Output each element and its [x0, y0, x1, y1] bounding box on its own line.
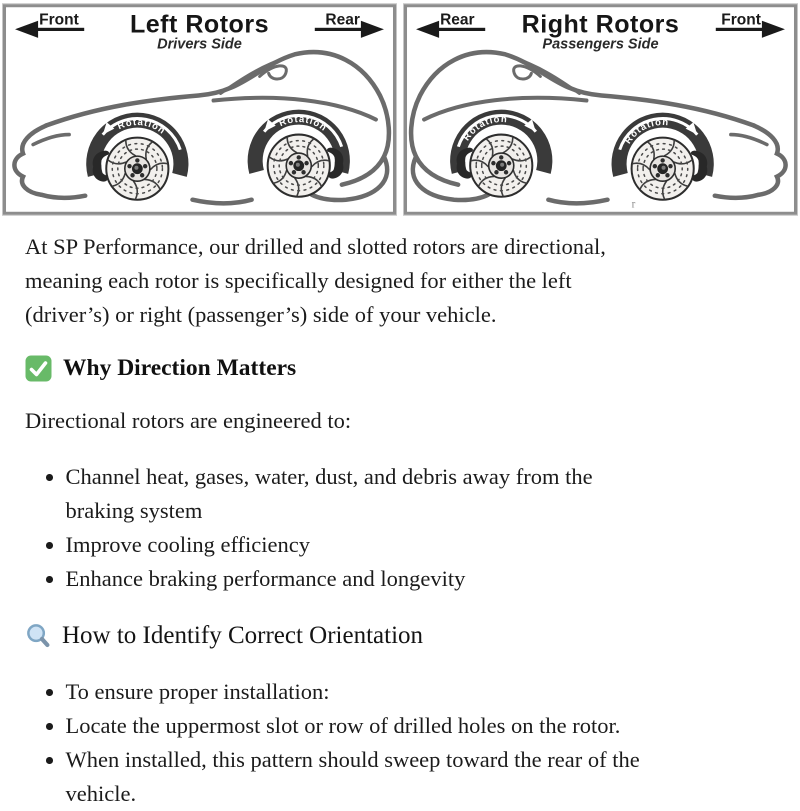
panel-title: Left Rotors	[129, 10, 270, 39]
section-heading-how-to-identify	[25, 622, 772, 650]
panel-subtitle: Drivers Side	[157, 36, 242, 53]
list-item-line: braking system	[65, 498, 203, 523]
section-heading-why-direction-matters	[25, 355, 772, 382]
panel-title: Right Rotors	[521, 10, 680, 39]
bullet-dot	[46, 542, 53, 549]
rotation-arc-label: Rotation	[116, 116, 168, 138]
rotor-direction-diagram	[0, 0, 800, 216]
list-item-line: Locate the uppermost slot or row of drilled holes on the rotor.	[65, 713, 621, 738]
list-item-line: Enhance braking performance and longevity	[65, 566, 466, 591]
list-item	[25, 460, 772, 528]
bullet-dot	[46, 723, 53, 730]
article-body	[0, 230, 800, 811]
rotation-arc-label: Rotation	[461, 113, 509, 144]
list-item-line: When installed, this pattern should sweep toward the rear of the	[65, 747, 640, 772]
front-label: Front	[721, 11, 761, 29]
intro-line: (driver’s) or right (passenger’s) side of your vehicle.	[25, 302, 497, 327]
panel-subtitle: Passengers Side	[542, 36, 659, 53]
rear-label: Rear	[325, 11, 360, 29]
stray-mark: r	[631, 198, 636, 211]
list-item-line: vehicle.	[65, 781, 137, 806]
rear-label: Rear	[440, 11, 475, 29]
list-item	[25, 528, 772, 562]
rotation-arc-label: Rotation	[622, 116, 670, 147]
left-rotors-panel	[2, 3, 397, 216]
list-item	[25, 709, 772, 743]
rotation-arc-label: Rotation	[277, 113, 330, 135]
section-heading-text: Why Direction Matters	[63, 354, 297, 381]
list-item-line: Improve cooling efficiency	[65, 532, 310, 557]
list-item	[25, 743, 772, 811]
right-rotors-panel	[403, 3, 798, 216]
intro-line: At SP Performance, our drilled and slotted rotors are directional,	[25, 234, 606, 259]
bullet-dot	[46, 576, 53, 583]
section-heading-text: How to Identify Correct Orientation	[62, 622, 424, 649]
list-item	[25, 562, 772, 596]
list-item	[25, 675, 772, 709]
intro-paragraph	[25, 230, 772, 332]
orientation-list	[25, 675, 772, 811]
intro-line: meaning each rotor is specifically designed for either the left	[25, 268, 572, 293]
lead-paragraph: Directional rotors are engineered to:	[25, 407, 352, 433]
front-label: Front	[39, 11, 79, 29]
benefits-list	[25, 460, 772, 596]
bullet-dot	[46, 474, 53, 481]
list-item-line: Channel heat, gases, water, dust, and debris away from the	[65, 464, 593, 489]
magnifier-icon	[25, 623, 52, 650]
check-icon	[25, 355, 52, 382]
bullet-dot	[46, 689, 53, 696]
list-item-line: To ensure proper installation:	[65, 679, 330, 704]
bullet-dot	[46, 757, 53, 764]
